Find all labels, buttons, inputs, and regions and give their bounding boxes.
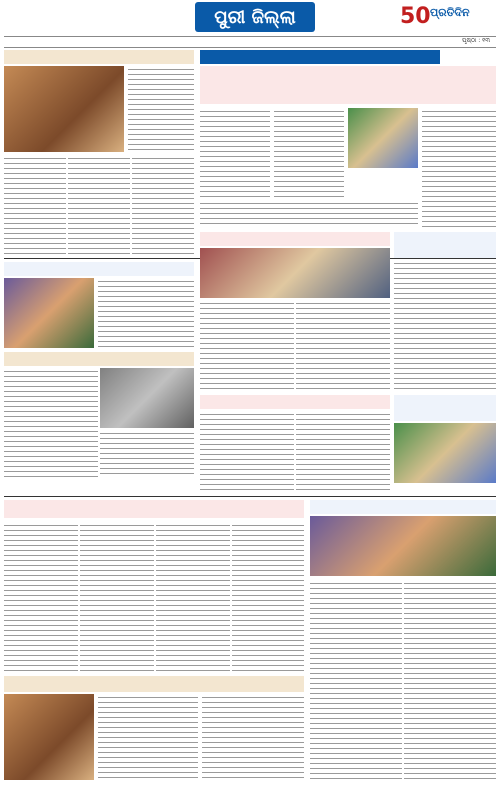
headline — [310, 500, 496, 514]
headline — [200, 232, 390, 246]
article-text — [200, 200, 418, 228]
article-text — [274, 108, 344, 198]
news-photo — [200, 248, 390, 298]
article-text — [68, 155, 130, 255]
article-text — [404, 580, 496, 780]
article-text — [98, 694, 198, 780]
article-text — [4, 522, 78, 672]
news-photo — [4, 278, 94, 348]
article-text — [156, 522, 230, 672]
headline — [4, 676, 304, 692]
article-text — [232, 522, 304, 672]
news-photo — [310, 516, 496, 576]
lead-headline — [200, 66, 496, 104]
news-photo — [4, 66, 124, 152]
article-text — [202, 694, 304, 780]
news-photo — [394, 423, 496, 483]
headline — [4, 262, 194, 276]
article-text — [98, 278, 194, 348]
date-bar — [4, 36, 496, 48]
headline — [4, 352, 194, 366]
article-text — [200, 108, 270, 198]
article-text — [128, 66, 194, 152]
section-title: ପୁରୀ ଜିଲ୍ଲା — [195, 2, 315, 32]
article-text — [296, 411, 390, 491]
logo-number: 50 — [400, 4, 431, 29]
article-text — [100, 430, 194, 478]
article-text — [422, 108, 496, 228]
newspaper-logo — [400, 4, 495, 30]
divider — [4, 496, 496, 497]
article-text — [394, 260, 496, 390]
logo-name: ପ୍ରତିଦିନ — [430, 6, 470, 19]
kicker-banner — [200, 50, 440, 64]
article-text — [80, 522, 154, 672]
article-text — [310, 580, 402, 780]
article-text — [4, 155, 66, 255]
headline — [4, 500, 304, 518]
news-photo — [348, 108, 418, 168]
news-photo — [4, 694, 94, 780]
headline — [394, 395, 496, 421]
article-text — [4, 368, 98, 478]
article-text — [200, 300, 294, 390]
headline-left-top — [4, 50, 194, 64]
headline — [200, 395, 390, 409]
article-text — [200, 411, 294, 491]
news-photo — [100, 368, 194, 428]
article-text — [296, 300, 390, 390]
page-number: ପୃଷ୍ଠା : ୧୩ — [462, 37, 490, 44]
headline — [394, 232, 496, 258]
article-text — [132, 155, 194, 255]
masthead — [0, 0, 500, 34]
